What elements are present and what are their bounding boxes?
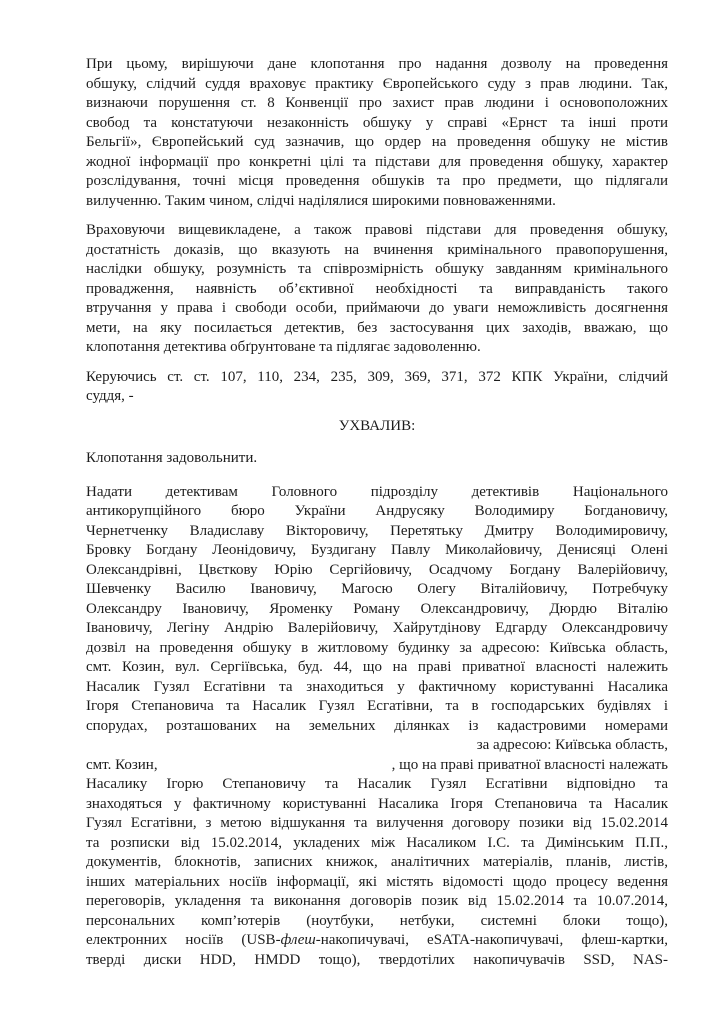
document-line: Бровку Богдану Леонідовичу, Буздигану Павлу Миколайовичу, Денисяці Олені [86,542,668,558]
document-line: При цьому, вирішуючи дане клопотання про надання дозволу на проведення [86,56,668,72]
document-line: спорудах, розташованих на земельних ділянках із кадастровими номерами [86,717,668,734]
resolution-heading: УХВАЛИВ: [338,417,416,434]
document-line: Шевченку Василю Івановичу, Магосю Олегу Віталійовичу, Потребчуку [86,581,668,597]
document-line: Олександру Івановичу, Яроменку Роману Олександровичу, Дюрдю Віталію [86,600,668,617]
document-line: персональних комп’ютерів (ноутбуки, нетбуки, системні блоки тощо), [86,912,668,929]
document-line [86,931,668,951]
document-line: Ігоря Степановича та Насалик Гузял Есгатівни, та в господарських будівлях і [86,698,668,714]
paragraph-search-order [86,483,668,971]
text-fragment: -накопичувачі, eSATA-накопичувачі, флеш-картки, [315,932,668,948]
document-line: Бельгії», Європейський суд зазначив, що ордер на проведення обшуку не містив [86,134,668,150]
document-line: Клопотання задовольнити. [86,450,258,466]
document-line: Надати детективам Головного підрозділу детективів Національного [86,483,668,500]
document-line: провадження, наявність об’єктивної необхідності та виправданість такого [86,280,668,297]
document-line: Івановичу, Легіну Андрію Валерійовичу, Хайрутдінову Едгарду Олександровичу [86,620,668,636]
document-line: за адресою: Київська область, [476,737,668,753]
document-line: Гузял Есгатівни, з метою відшукання та вилучення договору позики від 15.02.2014 [86,815,668,831]
document-line: клопотання детектива обґрунтоване та підлягає задоволенню. [86,339,481,355]
redacted-gap [158,756,392,776]
italic-term: флеш [280,932,316,948]
paragraph-grant [86,449,668,469]
document-line: дозвіл на проведення обшуку в житловому будинку за адресою: Київська область, [86,639,668,656]
text-fragment: електронних носіїв (USB- [86,932,281,948]
document-line: Насалик Гузял Есгатівни та знаходиться у фактичному користуванні Насалика [86,678,668,695]
document-line: суддя, - [86,388,134,404]
document-line: свобод та констатуючи незаконність обшуку у справі «Ернст та інші проти [86,114,668,131]
document-line: смт. Козин, вул. Сергіївська, буд. 44, що на праві приватної власності належить [86,659,668,675]
document-line: Олександрівні, Цвєткову Юрію Сергійовичу, Осадчому Богдану Валерійовичу, [86,561,668,578]
address-fragment-left: смт. Козин, [86,756,158,773]
paragraph-echr-practice [86,55,668,211]
document-line: інших матеріальних носіїв інформації, які містять відомості щодо процесу ведення [86,873,668,890]
document-line: антикорупційного бюро України Андрусяку Володимиру Богдановичу, [86,503,668,519]
document-line [86,756,668,776]
document-line: знаходяться у фактичному користуванні Насалика Ігоря Степановича та Насалик [86,795,668,812]
document-line: наслідки обшуку, розумність та співрозмірність обшуку завданням кримінального [86,261,668,277]
address-fragment-right: , що на праві приватної власності належать [391,756,668,773]
document-line: втручання у права і свободи особи, приймаючи до уваги неможливість досягнення [86,300,668,316]
document-line: Чернетченку Владиславу Вікторовичу, Перетятьку Дмитру Володимировичу, [86,522,668,539]
document-line: та розписки від 15.02.2014, укладених між Насаликом І.С. та Димінським П.П., [86,834,668,851]
document-line: визнаючи порушення ст. 8 Конвенції про захист прав людини і основоположних [86,95,668,111]
document-line: достатність доказів, що вказують на вчинення кримінального правопорушення, [86,241,668,258]
document-line: розслідування, точні місця проведення обшуків та про предмети, що підлягали [86,173,668,189]
document-line: Керуючись ст. ст. 107, 110, 234, 235, 309, 369, 371, 372 КПК України, слідчий [86,368,668,385]
document-line: мети, на яку посилається детектив, без застосування цих заходів, вважаю, що [86,319,668,336]
heading-resolved [86,417,668,437]
document-line: Враховуючи вищевикладене, а також правові підстави для проведення обшуку, [86,222,668,238]
text-block [86,55,668,980]
paragraph-conclusion [86,221,668,358]
document-line: обшуку, слідчий суддя враховує практику Європейського суду з прав людини. Так, [86,75,668,92]
document-line: Насалику Ігорю Степановичу та Насалик Гузял Есгатівни відповідно та [86,776,668,792]
document-line: документів, блокнотів, записних книжок, аналітичних матеріалів, планів, листів, [86,854,668,870]
document-line: тверді диски HDD, HMDD тощо), твердотілих накопичувачів SSD, NAS- [86,951,668,968]
paragraph-legal-basis [86,368,668,407]
document-line: жодної інформації про конкретні цілі та підстави для проведення обшуку, характер [86,153,668,170]
document-line: переговорів, укладення та виконання договорів позик від 15.02.2014 та 10.07.2014, [86,893,668,909]
document-line: вилученню. Таким чином, слідчі наділялися широкими повноваженнями. [86,192,556,209]
